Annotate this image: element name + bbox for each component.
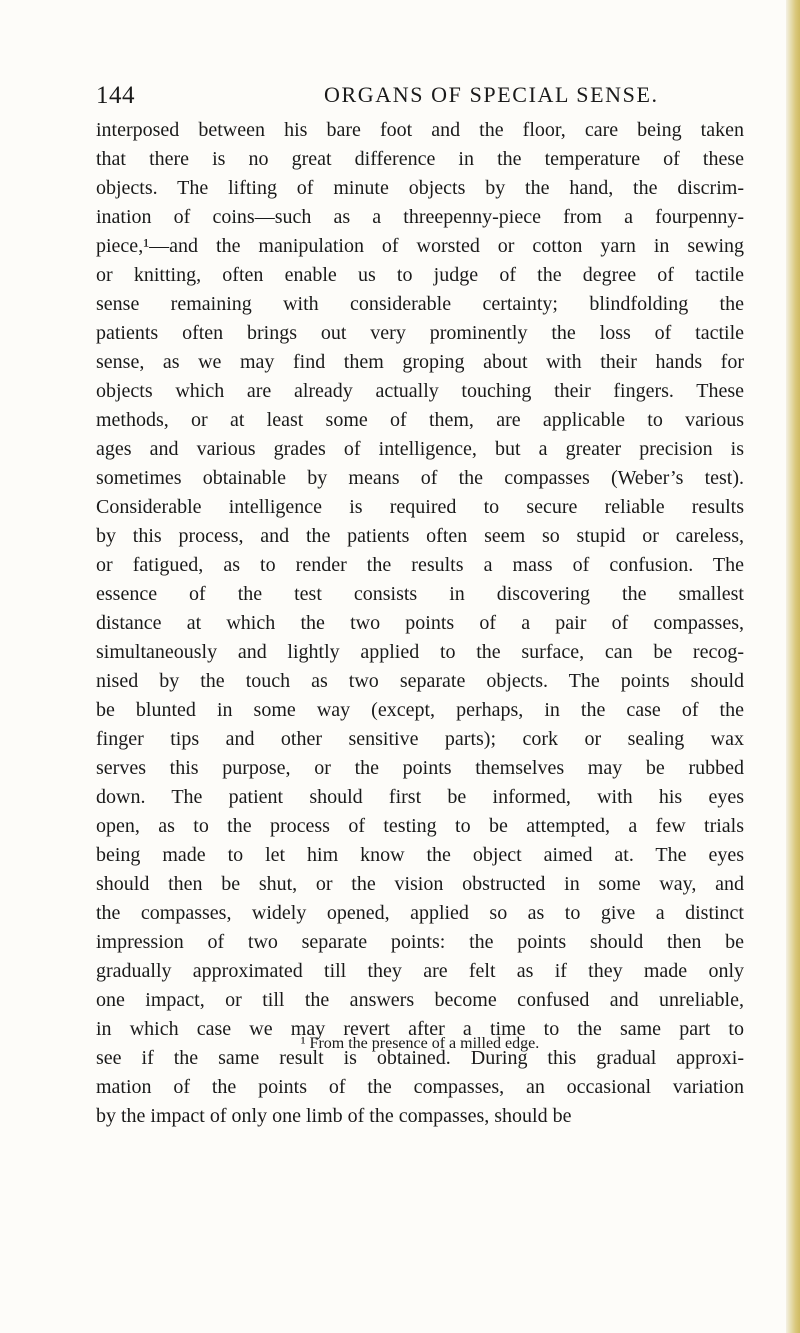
text-line: methods, or at least some of them, are applicable to various [96,409,744,431]
text-line: by this process, and the patients often seem so stupid or careless, [96,525,744,547]
text-line: gradually approximated till they are felt as if they made only [96,960,744,982]
text-line: ages and various grades of intelligence, but a greater precision is [96,438,744,460]
text-line: in which case we may revert after a time to the same part to [96,1018,744,1040]
text-line: open, as to the process of testing to be attempted, a few trials [96,815,744,837]
text-line: piece,¹—and the manipulation of worsted or cotton yarn in sewing [96,235,744,257]
text-line: sense, as we may find them groping about with their hands for [96,351,744,373]
text-line: or knitting, often enable us to judge of the degree of tactile [96,264,744,286]
text-line: or fatigued, as to render the results a mass of confusion. The [96,554,744,576]
text-line: should then be shut, or the vision obstructed in some way, and [96,873,744,895]
text-line: interposed between his bare foot and the floor, care being taken [96,119,744,141]
text-line: impression of two separate points: the points should then be [96,931,744,953]
text-line: down. The patient should first be informed, with his eyes [96,786,744,808]
text-line: be blunted in some way (except, perhaps, in the case of the [96,699,744,721]
text-line: objects which are already actually touching their fingers. These [96,380,744,402]
page-header [96,82,736,112]
text-line: being made to let him know the object aimed at. The eyes [96,844,744,866]
text-line: objects. The lifting of minute objects by the hand, the discrim- [96,177,744,199]
text-line: Considerable intelligence is required to secure reliable results [96,496,744,518]
text-line: ination of coins—such as a threepenny-piece from a fourpenny- [96,206,744,228]
footnote: ¹ From the presence of a milled edge. [300,1035,540,1052]
text-line: serves this purpose, or the points themselves may be rubbed [96,757,744,779]
text-line: essence of the test consists in discovering the smallest [96,583,744,605]
page-edge [786,0,800,1333]
text-line: one impact, or till the answers become confused and unreliable, [96,989,744,1011]
text-line: finger tips and other sensitive parts); cork or sealing wax [96,728,744,750]
body-text [96,116,744,1131]
text-line: distance at which the two points of a pair of compasses, [96,612,744,634]
text-line: see if the same result is obtained. During this gradual approxi- [96,1047,744,1069]
text-line: the compasses, widely opened, applied so as to give a distinct [96,902,744,924]
text-line: sense remaining with considerable certainty; blindfolding the [96,293,744,315]
text-line: by the impact of only one limb of the compasses, should be [96,1105,572,1127]
running-head: ORGANS OF SPECIAL SENSE. [324,82,659,107]
text-line: mation of the points of the compasses, an occasional variation [96,1076,744,1098]
text-line: that there is no great difference in the temperature of these [96,148,744,170]
text-line: sometimes obtainable by means of the compasses (Weber’s test). [96,467,744,489]
page-number: 144 [96,82,135,109]
text-line: nised by the touch as two separate objects. The points should [96,670,744,692]
text-line: simultaneously and lightly applied to the surface, can be recog- [96,641,744,663]
text-line: patients often brings out very prominently the loss of tactile [96,322,744,344]
